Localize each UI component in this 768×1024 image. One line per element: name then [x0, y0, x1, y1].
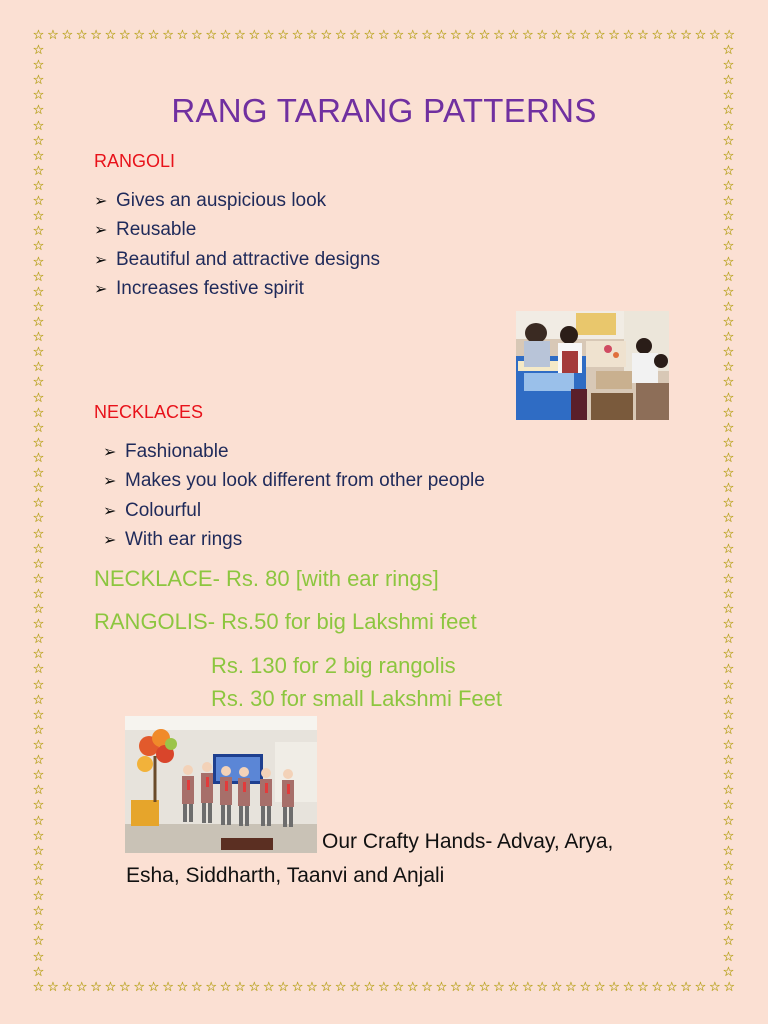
- star-icon: ☆: [32, 813, 45, 829]
- star-icon: ☆: [32, 28, 45, 43]
- star-icon: ☆: [421, 980, 433, 995]
- star-icon: ☆: [722, 163, 735, 179]
- star-icon: ☆: [61, 980, 74, 995]
- star-icon: ☆: [722, 511, 735, 527]
- rangoli-point: Beautiful and attractive designs: [116, 248, 381, 270]
- star-border-top: [32, 29, 736, 42]
- star-icon: ☆: [32, 768, 45, 784]
- star-icon: ☆: [306, 980, 318, 995]
- star-icon: ☆: [722, 602, 735, 618]
- star-icon: ☆: [363, 980, 376, 995]
- star-icon: ☆: [234, 980, 246, 995]
- star-icon: ☆: [722, 194, 735, 210]
- star-icon: ☆: [722, 420, 735, 436]
- star-icon: ☆: [32, 178, 45, 194]
- star-icon: ☆: [32, 269, 45, 285]
- star-icon: ☆: [90, 980, 102, 995]
- star-icon: ☆: [722, 58, 735, 74]
- star-icon: ☆: [651, 980, 664, 995]
- star-icon: ☆: [722, 496, 735, 512]
- star-icon: ☆: [608, 28, 620, 43]
- star-icon: ☆: [722, 450, 735, 466]
- star-icon: ☆: [32, 194, 45, 210]
- star-icon: ☆: [493, 980, 505, 995]
- star-icon: ☆: [32, 330, 45, 346]
- star-icon: ☆: [104, 28, 117, 43]
- star-icon: ☆: [722, 73, 735, 89]
- star-icon: ☆: [162, 28, 174, 43]
- list-item: [103, 525, 485, 554]
- star-icon: ☆: [32, 783, 45, 799]
- star-icon: ☆: [32, 284, 45, 300]
- star-border-left: [32, 44, 45, 979]
- star-icon: ☆: [306, 28, 318, 43]
- star-icon: ☆: [32, 405, 45, 421]
- star-icon: ☆: [722, 405, 735, 421]
- star-icon: ☆: [680, 980, 692, 995]
- star-icon: ☆: [277, 980, 289, 995]
- star-icon: ☆: [665, 980, 678, 995]
- star-icon: ☆: [32, 556, 45, 572]
- star-icon: ☆: [378, 28, 390, 43]
- star-icon: ☆: [32, 496, 45, 512]
- list-item: [94, 215, 380, 244]
- star-icon: ☆: [349, 28, 361, 43]
- arrowhead-bullet-icon: ➢: [94, 222, 108, 240]
- star-icon: ☆: [722, 843, 735, 859]
- star-icon: ☆: [722, 466, 735, 482]
- star-icon: ☆: [709, 980, 721, 995]
- star-icon: ☆: [406, 28, 419, 43]
- star-icon: ☆: [593, 28, 606, 43]
- star-icon: ☆: [536, 980, 548, 995]
- star-icon: ☆: [334, 980, 347, 995]
- star-icon: ☆: [723, 28, 736, 43]
- star-icon: ☆: [722, 828, 735, 844]
- star-icon: ☆: [722, 556, 735, 572]
- star-icon: ☆: [722, 889, 735, 905]
- star-icon: ☆: [334, 28, 347, 43]
- star-icon: ☆: [90, 28, 102, 43]
- star-icon: ☆: [32, 511, 45, 527]
- star-icon: ☆: [722, 964, 735, 980]
- star-icon: ☆: [722, 677, 735, 693]
- star-icon: ☆: [464, 28, 477, 43]
- star-icon: ☆: [722, 692, 735, 708]
- star-icon: ☆: [32, 753, 45, 769]
- necklace-point: Makes you look different from other people: [125, 470, 485, 492]
- star-icon: ☆: [32, 526, 45, 542]
- star-icon: ☆: [219, 980, 232, 995]
- star-icon: ☆: [722, 284, 735, 300]
- star-icon: ☆: [722, 118, 735, 134]
- arrowhead-bullet-icon: ➢: [103, 473, 117, 491]
- star-icon: ☆: [32, 375, 45, 391]
- star-icon: ☆: [32, 345, 45, 361]
- star-icon: ☆: [32, 254, 45, 270]
- star-icon: ☆: [219, 28, 232, 43]
- star-icon: ☆: [32, 677, 45, 693]
- star-icon: ☆: [722, 178, 735, 194]
- list-item: [103, 437, 485, 466]
- star-icon: ☆: [478, 28, 491, 43]
- star-icon: ☆: [32, 738, 45, 754]
- star-icon: ☆: [176, 28, 189, 43]
- rangolis-price: RANGOLIS- Rs.50 for big Lakshmi feet: [94, 609, 477, 634]
- star-icon: ☆: [119, 28, 131, 43]
- star-icon: ☆: [277, 28, 289, 43]
- star-icon: ☆: [32, 889, 45, 905]
- star-icon: ☆: [32, 88, 45, 104]
- list-item: [94, 274, 380, 303]
- star-icon: ☆: [32, 874, 45, 890]
- star-icon: ☆: [320, 28, 333, 43]
- list-item: [103, 466, 485, 495]
- star-icon: ☆: [722, 949, 735, 965]
- star-icon: ☆: [32, 586, 45, 602]
- star-icon: ☆: [32, 148, 45, 164]
- star-icon: ☆: [435, 980, 448, 995]
- star-icon: ☆: [32, 722, 45, 738]
- rangoli-point: Increases festive spirit: [116, 277, 304, 299]
- necklaces-points-list: [103, 437, 485, 554]
- star-icon: ☆: [722, 43, 735, 58]
- star-icon: ☆: [32, 980, 45, 995]
- arrowhead-bullet-icon: ➢: [94, 193, 108, 210]
- star-icon: ☆: [32, 299, 45, 315]
- group-photo: [125, 716, 317, 853]
- big-rangolis-price: Rs. 130 for 2 big rangolis: [211, 653, 456, 678]
- star-icon: ☆: [722, 526, 735, 542]
- necklace-point: Colourful: [125, 499, 202, 521]
- star-icon: ☆: [722, 299, 735, 315]
- star-icon: ☆: [378, 980, 390, 995]
- rangoli-points-list: [94, 186, 380, 303]
- star-icon: ☆: [320, 980, 333, 995]
- necklace-point: Fashionable: [125, 441, 229, 462]
- star-icon: ☆: [665, 28, 678, 43]
- necklaces-heading: NECKLACES: [94, 402, 204, 422]
- star-icon: ☆: [722, 707, 735, 723]
- star-icon: ☆: [32, 239, 45, 255]
- star-icon: ☆: [291, 28, 304, 43]
- star-icon: ☆: [722, 934, 735, 950]
- star-icon: ☆: [147, 28, 160, 43]
- credits-line-1: Our Crafty Hands- Advay, Arya,: [322, 830, 614, 853]
- star-icon: ☆: [507, 28, 520, 43]
- rangoli-point: Gives an auspicious look: [116, 190, 327, 211]
- star-icon: ☆: [722, 330, 735, 346]
- star-icon: ☆: [32, 843, 45, 859]
- star-icon: ☆: [608, 980, 620, 995]
- star-icon: ☆: [565, 980, 577, 995]
- star-icon: ☆: [32, 103, 45, 119]
- arrowhead-bullet-icon: ➢: [103, 531, 117, 549]
- star-icon: ☆: [593, 980, 606, 995]
- star-icon: ☆: [450, 980, 462, 995]
- star-icon: ☆: [478, 980, 491, 995]
- star-icon: ☆: [694, 980, 707, 995]
- star-icon: ☆: [421, 28, 433, 43]
- star-icon: ☆: [32, 692, 45, 708]
- star-icon: ☆: [722, 481, 735, 497]
- star-icon: ☆: [349, 980, 361, 995]
- star-border-right: [722, 44, 735, 979]
- star-icon: ☆: [32, 420, 45, 436]
- star-icon: ☆: [291, 980, 304, 995]
- star-icon: ☆: [190, 28, 203, 43]
- star-icon: ☆: [722, 647, 735, 663]
- star-icon: ☆: [162, 980, 174, 995]
- star-icon: ☆: [521, 980, 534, 995]
- star-icon: ☆: [550, 28, 563, 43]
- star-icon: ☆: [722, 768, 735, 784]
- star-icon: ☆: [32, 798, 45, 814]
- star-icon: ☆: [722, 874, 735, 890]
- star-icon: ☆: [694, 28, 707, 43]
- star-icon: ☆: [32, 163, 45, 179]
- star-icon: ☆: [722, 133, 735, 149]
- star-icon: ☆: [464, 980, 477, 995]
- star-icon: ☆: [406, 980, 419, 995]
- star-icon: ☆: [75, 980, 88, 995]
- star-icon: ☆: [565, 28, 577, 43]
- star-icon: ☆: [579, 980, 592, 995]
- star-icon: ☆: [722, 541, 735, 557]
- star-icon: ☆: [722, 269, 735, 285]
- list-item: [94, 245, 380, 274]
- star-icon: ☆: [722, 148, 735, 164]
- star-icon: ☆: [722, 345, 735, 361]
- star-icon: ☆: [133, 980, 146, 995]
- star-icon: ☆: [722, 753, 735, 769]
- star-icon: ☆: [723, 980, 736, 995]
- students-crafting-photo: [516, 311, 669, 420]
- star-icon: ☆: [550, 980, 563, 995]
- star-icon: ☆: [722, 632, 735, 648]
- star-icon: ☆: [32, 858, 45, 874]
- star-icon: ☆: [722, 858, 735, 874]
- star-icon: ☆: [205, 28, 218, 43]
- star-icon: ☆: [722, 904, 735, 920]
- star-icon: ☆: [637, 28, 649, 43]
- star-icon: ☆: [32, 118, 45, 134]
- star-icon: ☆: [262, 980, 275, 995]
- star-icon: ☆: [363, 28, 376, 43]
- star-icon: ☆: [32, 934, 45, 950]
- star-icon: ☆: [722, 662, 735, 678]
- star-icon: ☆: [722, 390, 735, 406]
- page-title: RANG TARANG PATTERNS: [171, 92, 597, 129]
- necklace-point: With ear rings: [125, 528, 243, 550]
- star-icon: ☆: [622, 28, 635, 43]
- star-icon: ☆: [722, 738, 735, 754]
- star-icon: ☆: [722, 103, 735, 119]
- star-icon: ☆: [32, 133, 45, 149]
- star-icon: ☆: [176, 980, 189, 995]
- star-icon: ☆: [392, 980, 405, 995]
- star-icon: ☆: [722, 314, 735, 330]
- star-icon: ☆: [262, 28, 275, 43]
- star-icon: ☆: [32, 390, 45, 406]
- star-icon: ☆: [248, 28, 261, 43]
- star-icon: ☆: [722, 375, 735, 391]
- star-icon: ☆: [47, 28, 59, 43]
- necklace-price: NECKLACE- Rs. 80 [with ear rings]: [94, 566, 439, 591]
- star-icon: ☆: [722, 919, 735, 935]
- star-icon: ☆: [32, 541, 45, 557]
- star-icon: ☆: [32, 707, 45, 723]
- star-icon: ☆: [450, 28, 462, 43]
- small-feet-price: Rs. 30 for small Lakshmi Feet: [211, 686, 502, 711]
- star-icon: ☆: [32, 435, 45, 451]
- star-icon: ☆: [722, 360, 735, 376]
- star-icon: ☆: [722, 813, 735, 829]
- star-icon: ☆: [722, 209, 735, 225]
- star-icon: ☆: [47, 980, 59, 995]
- star-icon: ☆: [234, 28, 246, 43]
- star-icon: ☆: [722, 224, 735, 240]
- rangoli-point: Reusable: [116, 219, 197, 241]
- star-border-bottom: [32, 981, 736, 994]
- star-icon: ☆: [579, 28, 592, 43]
- star-icon: ☆: [722, 798, 735, 814]
- star-icon: ☆: [32, 481, 45, 497]
- star-icon: ☆: [133, 28, 146, 43]
- star-icon: ☆: [722, 783, 735, 799]
- star-icon: ☆: [32, 360, 45, 376]
- star-icon: ☆: [722, 88, 735, 104]
- star-icon: ☆: [32, 919, 45, 935]
- star-icon: ☆: [119, 980, 131, 995]
- arrowhead-bullet-icon: ➢: [94, 251, 108, 269]
- star-icon: ☆: [392, 28, 405, 43]
- star-icon: ☆: [32, 964, 45, 980]
- star-icon: ☆: [722, 435, 735, 451]
- star-icon: ☆: [32, 662, 45, 678]
- star-icon: ☆: [32, 58, 45, 74]
- star-icon: ☆: [680, 28, 692, 43]
- star-icon: ☆: [32, 571, 45, 587]
- star-icon: ☆: [536, 28, 548, 43]
- star-icon: ☆: [722, 586, 735, 602]
- star-icon: ☆: [722, 617, 735, 633]
- list-item: [94, 186, 380, 215]
- arrowhead-bullet-icon: ➢: [103, 502, 117, 520]
- star-icon: ☆: [722, 571, 735, 587]
- star-icon: ☆: [722, 254, 735, 270]
- star-icon: ☆: [32, 632, 45, 648]
- arrowhead-bullet-icon: ➢: [103, 444, 117, 461]
- star-icon: ☆: [709, 28, 721, 43]
- star-icon: ☆: [32, 314, 45, 330]
- star-icon: ☆: [32, 904, 45, 920]
- star-icon: ☆: [637, 980, 649, 995]
- star-icon: ☆: [651, 28, 664, 43]
- star-icon: ☆: [32, 602, 45, 618]
- star-icon: ☆: [75, 28, 88, 43]
- star-icon: ☆: [32, 209, 45, 225]
- star-icon: ☆: [248, 980, 261, 995]
- credits-line-2: Esha, Siddharth, Taanvi and Anjali: [126, 864, 445, 887]
- star-icon: ☆: [722, 722, 735, 738]
- rangoli-heading: RANGOLI: [94, 151, 176, 171]
- star-icon: ☆: [32, 949, 45, 965]
- star-icon: ☆: [104, 980, 117, 995]
- star-icon: ☆: [493, 28, 505, 43]
- star-icon: ☆: [32, 466, 45, 482]
- star-icon: ☆: [521, 28, 534, 43]
- star-icon: ☆: [205, 980, 218, 995]
- star-icon: ☆: [722, 239, 735, 255]
- star-icon: ☆: [32, 828, 45, 844]
- star-icon: ☆: [61, 28, 74, 43]
- star-icon: ☆: [147, 980, 160, 995]
- star-icon: ☆: [622, 980, 635, 995]
- star-icon: ☆: [32, 43, 45, 58]
- star-icon: ☆: [32, 224, 45, 240]
- star-icon: ☆: [32, 617, 45, 633]
- star-icon: ☆: [32, 647, 45, 663]
- star-icon: ☆: [435, 28, 448, 43]
- star-icon: ☆: [32, 73, 45, 89]
- arrowhead-bullet-icon: ➢: [94, 280, 108, 298]
- list-item: [103, 496, 485, 525]
- star-icon: ☆: [32, 450, 45, 466]
- star-icon: ☆: [190, 980, 203, 995]
- star-icon: ☆: [507, 980, 520, 995]
